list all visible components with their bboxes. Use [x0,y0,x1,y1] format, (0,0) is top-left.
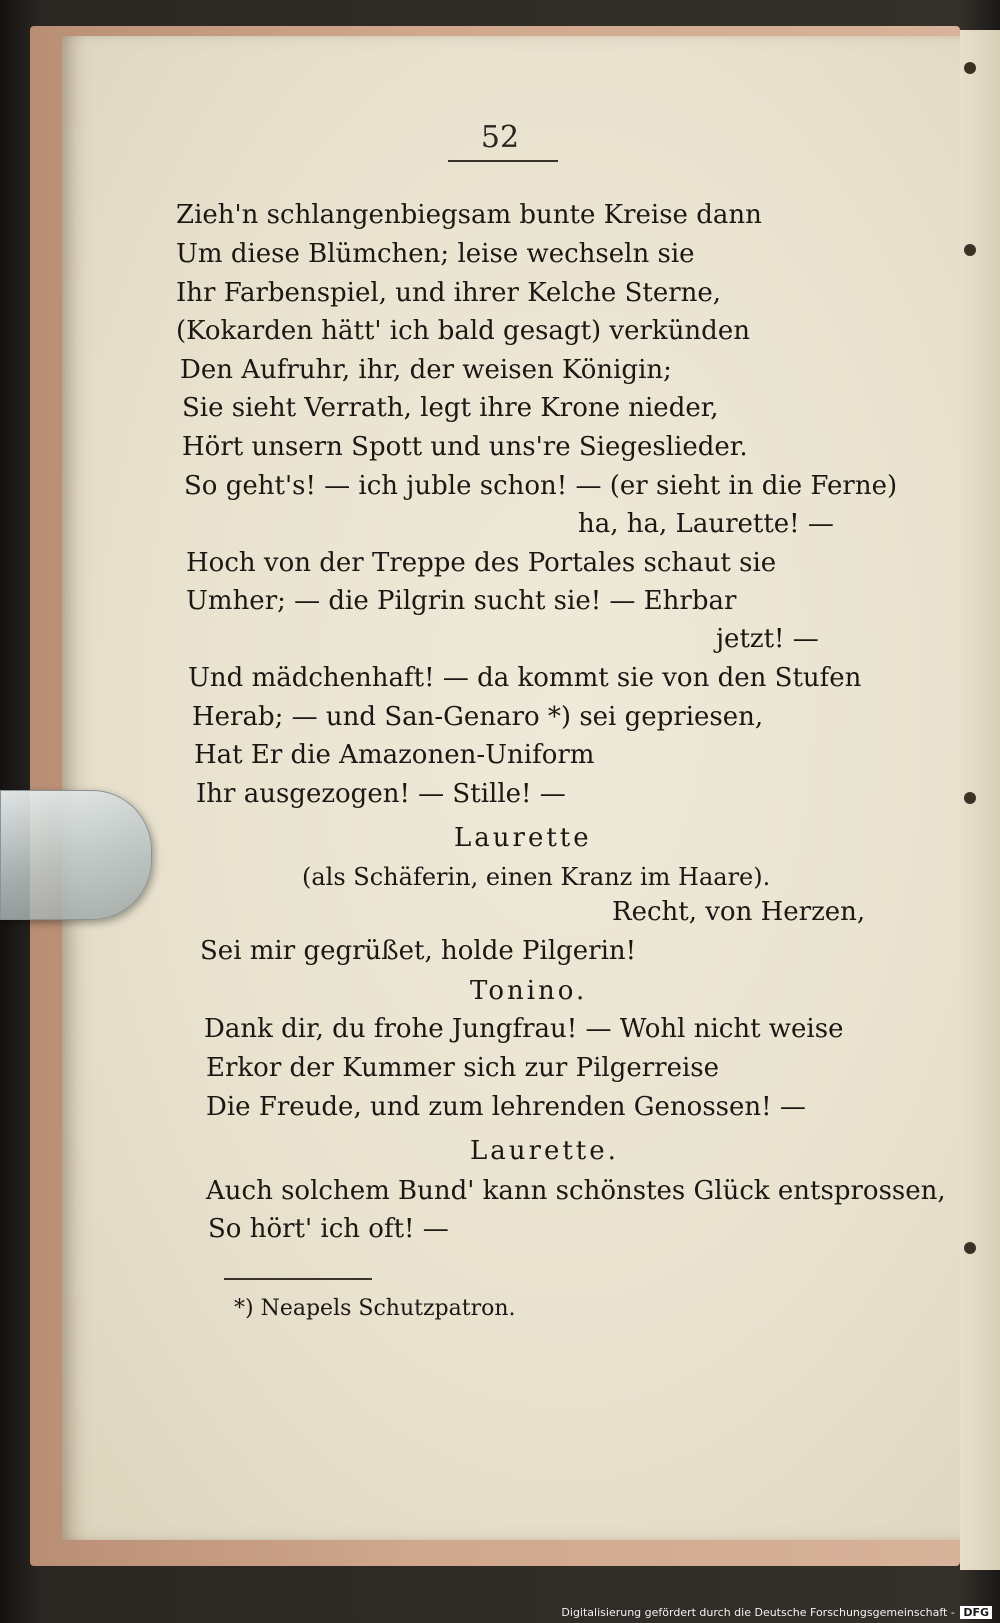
page-number: 52 [480,120,520,155]
verse-line: Um diese Blümchen; leise wechseln sie [176,239,695,269]
verse-line: Ihr Farbenspiel, und ihrer Kelche Sterne, [176,278,722,308]
verse-line: Herab; — und San-Genaro *) sei gepriesen, [192,702,764,732]
speaker-name: Laurette [454,823,592,853]
verse-line: Auch solchem Bund' kann schönstes Glück entsprossen, [206,1176,946,1206]
verse-line: Sei mir gegrüßet, holde Pilgerin! [200,936,637,966]
verse-line: Hört unsern Spott und uns're Siegeslieder. [182,432,748,462]
verse-line: Dank dir, du frohe Jungfrau! — Wohl nicht weise [204,1014,844,1044]
verse-line: Umher; — die Pilgrin sucht sie! — Ehrbar [186,586,737,616]
verse-line: Erkor der Kummer sich zur Pilgerreise [206,1053,720,1083]
verse-line: Recht, von Herzen, [612,897,866,927]
verse-line: (Kokarden hätt' ich bald gesagt) verkünden [176,316,750,346]
digitization-credit [561,1606,992,1619]
verse-line: Sie sieht Verrath, legt ihre Krone nieder, [182,393,719,423]
verse-line: Die Freude, und zum lehrenden Genossen! — [206,1092,806,1122]
verse-line: Und mädchenhaft! — da kommt sie von den Stufen [188,663,862,693]
verse-line: jetzt! — [716,624,819,654]
footnote: *) Neapels Schutzpatron. [234,1296,516,1321]
verse-line: Zieh'n schlangenbiegsam bunte Kreise dann [176,200,762,230]
verse-line: So hört' ich oft! — [208,1214,449,1244]
credit-text: Digitalisierung gefördert durch die Deutsche Forschungsgemeinschaft - [561,1606,955,1619]
verse-line: Den Aufruhr, ihr, der weisen Königin; [180,355,672,385]
verse-line: Hat Er die Amazonen-Uniform [194,740,595,770]
dfg-logo: DFG [960,1606,992,1619]
verse-line: Ihr ausgezogen! — Stille! — [196,779,566,809]
stage-direction: (als Schäferin, einen Kranz im Haare). [302,863,771,891]
verse-line: Hoch von der Treppe des Portales schaut sie [186,548,777,578]
speaker-name: Laurette. [470,1136,619,1166]
verse-line: So geht's! — ich juble schon! — (er sieht in die Ferne) [184,471,898,501]
speaker-name: Tonino. [470,976,588,1006]
verse-line: ha, ha, Laurette! — [578,509,834,539]
footnote-rule [224,1278,372,1280]
